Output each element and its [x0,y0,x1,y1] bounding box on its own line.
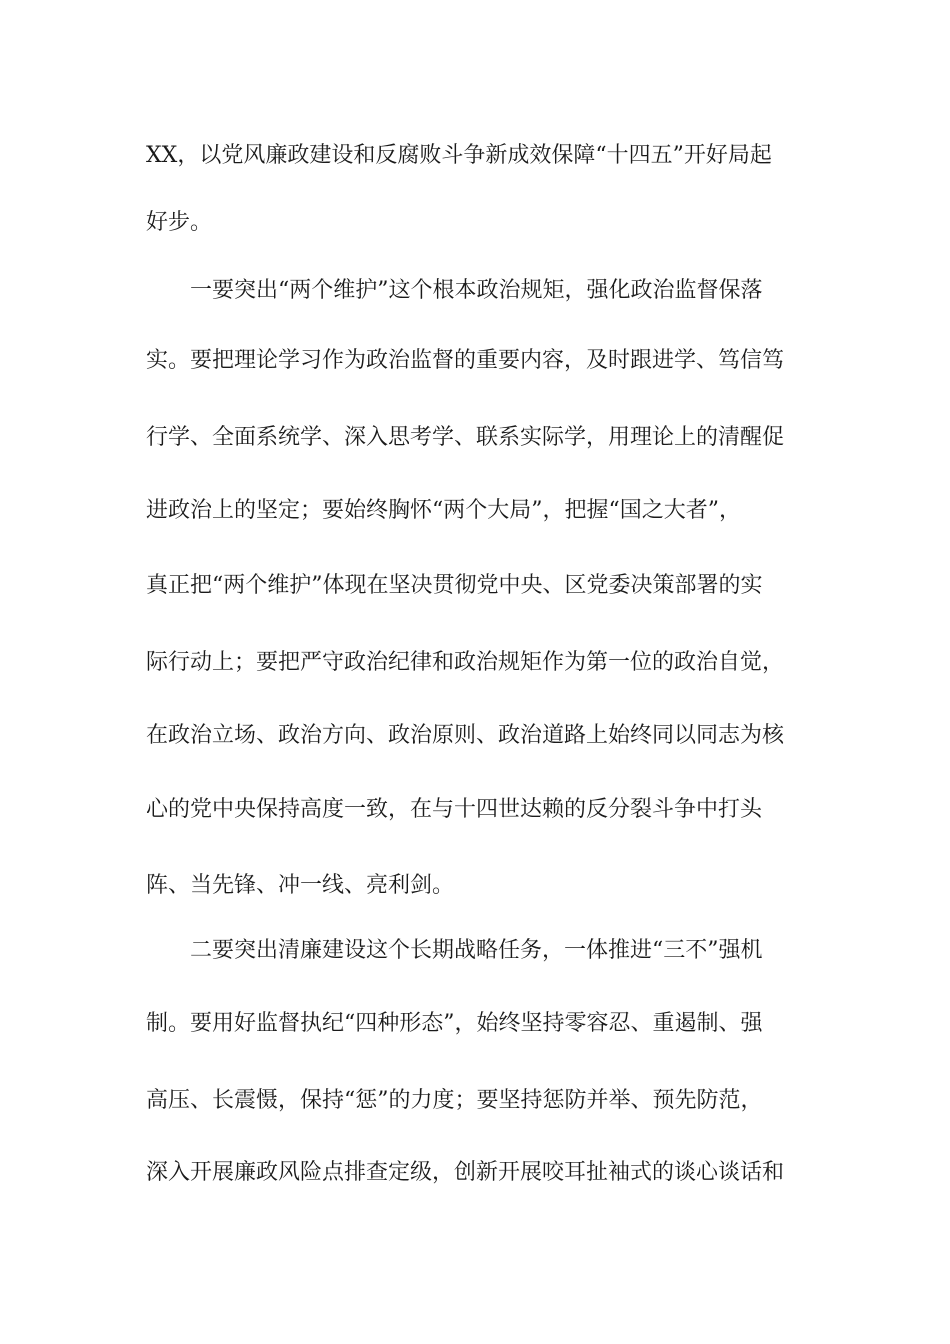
text-line: 际行动上；要把严守政治纪律和政治规矩作为第一位的政治自觉， [146,650,785,675]
text-line: 高压、长震慑，保持“惩”的力度；要坚持惩防并举、预先防范， [146,1088,763,1113]
text-line: 好步。 [146,210,213,235]
text-line: 深入开展廉政风险点排查定级，创新开展咬耳扯袖式的谈心谈话和 [146,1160,785,1185]
paragraph-start-line: 一要突出“两个维护”这个根本政治规矩，强化政治监督保落 [190,278,763,303]
text-line: 阵、当先锋、冲一线、亮利剑。 [146,873,455,898]
text-line: 进政治上的坚定；要始终胸怀“两个大局”，把握“国之大者”， [146,498,741,523]
paragraph-start-line: 二要突出清廉建设这个长期战略任务，一体推进“三不”强机 [190,938,763,963]
text-line: 真正把“两个维护”体现在坚决贯彻党中央、区党委决策部署的实 [146,573,763,598]
text-line: 实。要把理论学习作为政治监督的重要内容，及时跟进学、笃信笃 [146,348,785,373]
text-line: XX，以党风廉政建设和反腐败斗争新成效保障“十四五”开好局起 [146,143,772,168]
text-line: 心的党中央保持高度一致，在与十四世达赖的反分裂斗争中打头 [146,797,763,822]
text-line: 在政治立场、政治方向、政治原则、政治道路上始终同以同志为核 [146,723,785,748]
text-line: 制。要用好监督执纪“四种形态”，始终坚持零容忍、重遏制、强 [146,1011,763,1036]
text-line: 行学、全面系统学、深入思考学、联系实际学，用理论上的清醒促 [146,425,785,450]
